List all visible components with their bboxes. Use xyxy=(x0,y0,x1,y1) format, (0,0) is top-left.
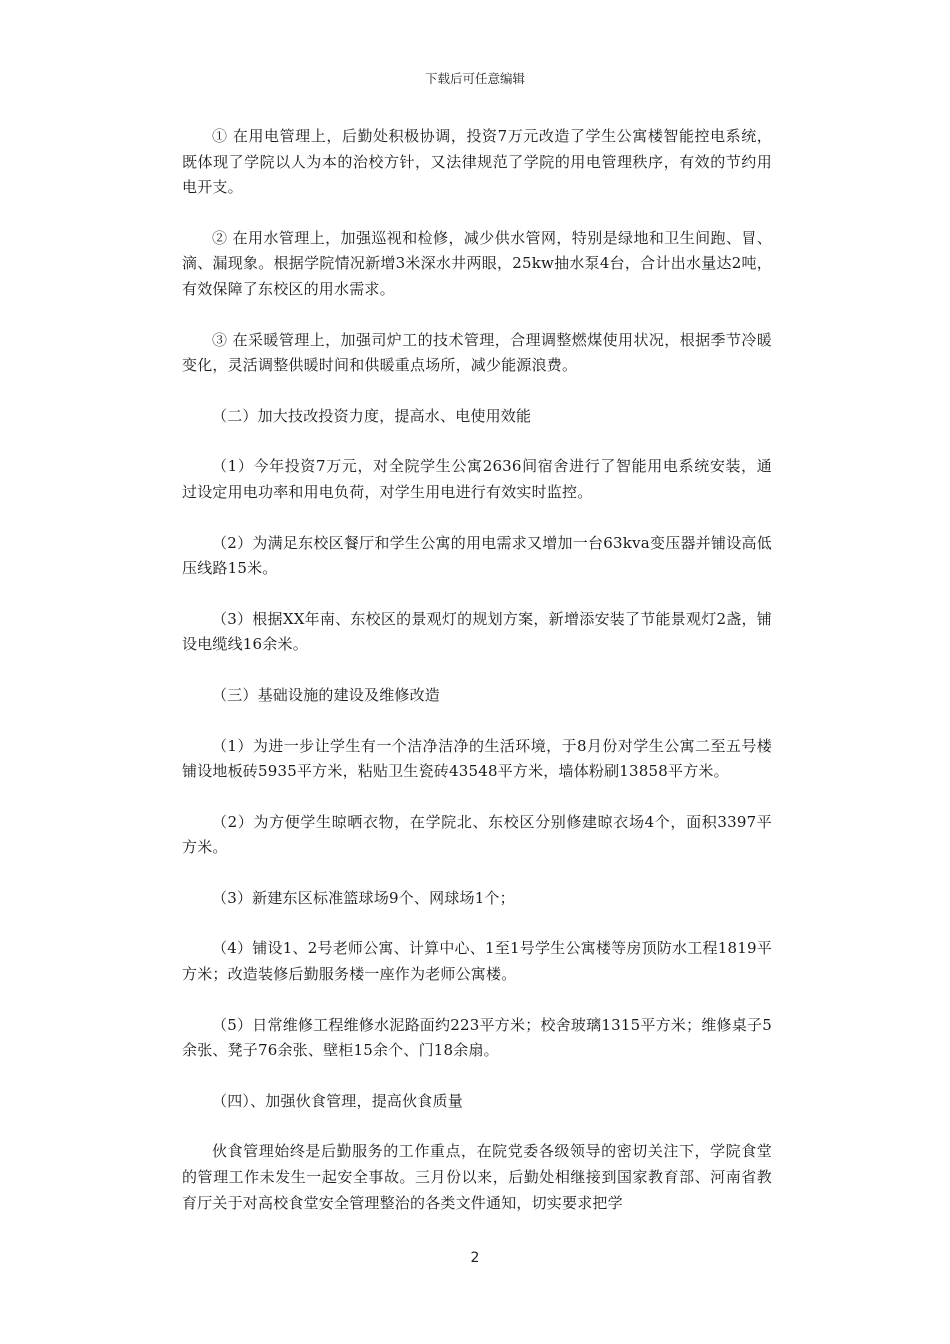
paragraph-item: （3）根据XX年南、东校区的景观灯的规划方案，新增添安装了节能景观灯2盏，铺设电缆线16余米。 xyxy=(182,609,772,654)
paragraph-item: （1）为进一步让学生有一个洁净洁净的生活环境，于8月份对学生公寓二至五号楼铺设地板砖5935平方米，粘贴卫生瓷砖43548平方米，墙体粉刷13858平方米。 xyxy=(182,736,772,781)
page-number: 2 xyxy=(470,1250,480,1266)
paragraph-item: （2）为方便学生晾晒衣物，在学院北、东校区分别修建晾衣场4个，面积3397平方米。 xyxy=(182,812,772,857)
section-heading-2: （二）加大技改投资力度，提高水、电使用效能 xyxy=(212,406,532,425)
page-header: 下载后可任意编辑 xyxy=(424,71,525,86)
paragraph-catering: 伙食管理始终是后勤服务的工作重点，在院党委各级领导的密切关注下，学院食堂的管理工作未发生一起安全事故。三月份以来，后勤处相继接到国家教育部、河南省教育厅关于对高校食堂安全管理整治的各类文件通知，切实要求把学 xyxy=(182,1142,772,1212)
paragraph-electricity-management: ① 在用电管理上，后勤处积极协调，投资7万元改造了学生公寓楼智能控电系统，既体现了学院以人为本的治校方针，又法律规范了学院的用电管理秩序，有效的节约用电开支。 xyxy=(182,127,772,197)
paragraph-item: （3）新建东区标准篮球场9个、网球场1个； xyxy=(212,888,515,907)
paragraph-item: （4）铺设1、2号老师公寓、计算中心、1至1号学生公寓楼等房顶防水工程1819平方米；改造装修后勤服务楼一座作为老师公寓楼。 xyxy=(182,939,772,984)
paragraph-heating-management: ③ 在采暖管理上，加强司炉工的技术管理，合理调整燃煤使用状况，根据季节冷暖变化，灵活调整供暖时间和供暖重点场所，减少能源浪费。 xyxy=(182,330,772,375)
section-heading-3: （三）基础设施的建设及维修改造 xyxy=(212,685,441,704)
paragraph-item: （2）为满足东校区餐厅和学生公寓的用电需求又增加一台63kva变压器并铺设高低压线路15米。 xyxy=(182,533,772,578)
paragraph-item: （1）今年投资7万元，对全院学生公寓2636间宿舍进行了智能用电系统安装，通过设定用电功率和用电负荷，对学生用电进行有效实时监控。 xyxy=(182,457,772,501)
paragraph-water-management: ② 在用水管理上，加强巡视和检修，减少供水管网，特别是绿地和卫生间跑、冒、滴、漏现象。根据学院情况新增3米深水井两眼，25kw抽水泵4台，合计出水量达2吨，有效保障了东校区的用水需求。 xyxy=(182,228,772,298)
document-body xyxy=(182,124,772,1241)
section-heading-4: （四）、加强伙食管理，提高伙食质量 xyxy=(212,1091,463,1110)
paragraph-item: （5）日常维修工程维修水泥路面约223平方米；校舍玻璃1315平方米；维修桌子5余张、凳子76余张、壁柜15余个、门18余扇。 xyxy=(182,1015,772,1060)
